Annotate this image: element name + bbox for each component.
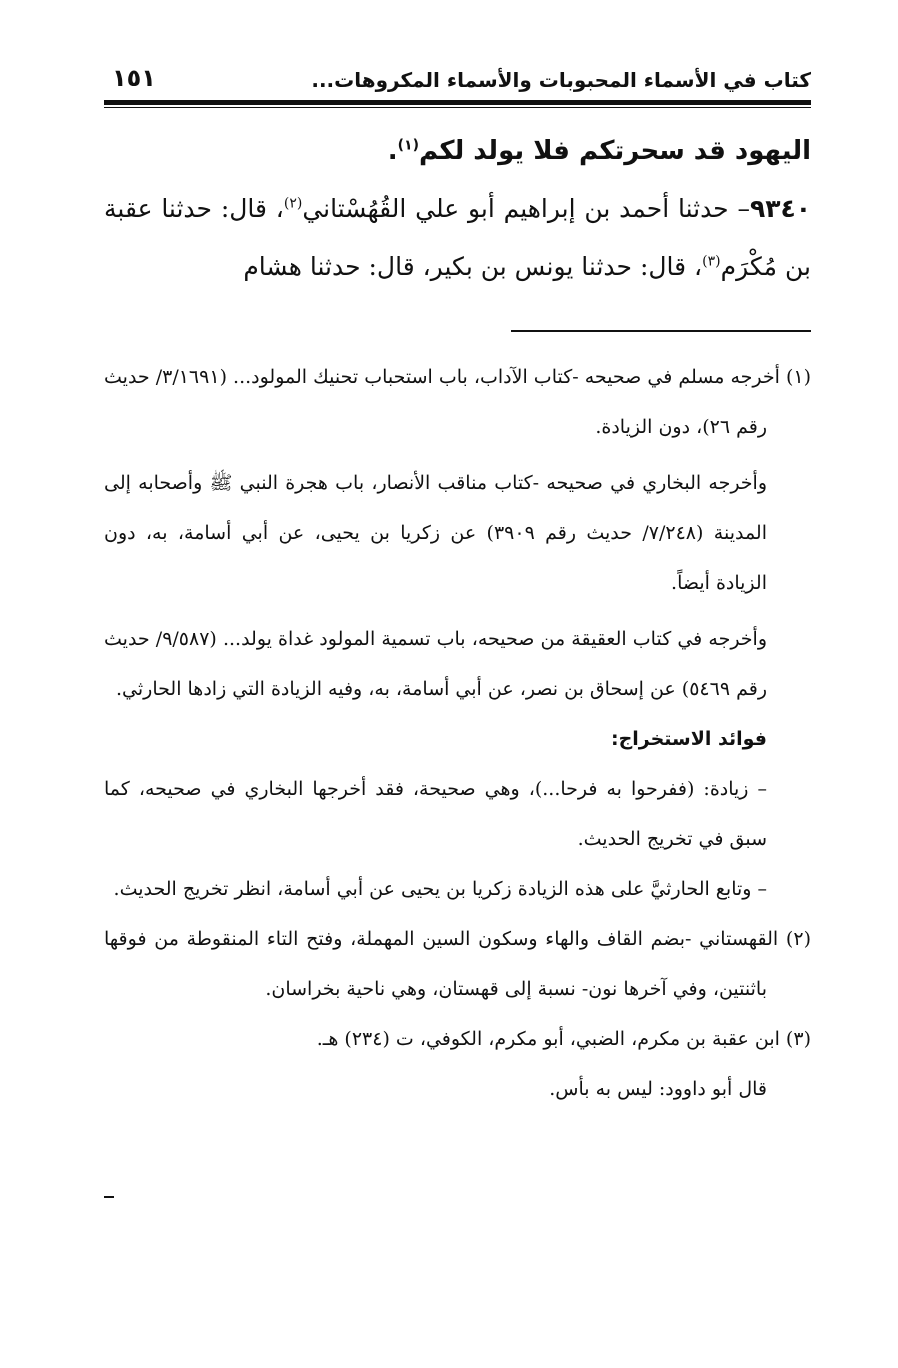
hadith-paragraph [104,180,811,296]
footnotes [104,352,811,1114]
footnote-ref-3: (٣) [702,253,721,270]
hadith-number: ٩٣٤٠ [749,194,811,223]
hadith-text-2: ، قال: حدثنا عقبة بن مُكْرَم [104,194,811,281]
footnote-separator [511,330,811,332]
page-end-mark [104,1196,114,1198]
footnote-ref-1: (١) [397,137,419,154]
header-rule-thin [104,107,811,108]
hadith-text-3: ، قال: حدثنا يونس بن بكير، قال: حدثنا هشام [243,252,703,281]
footnote-3-paragraph-2: قال أبو داوود: ليس به بأس. [549,1078,767,1100]
footnote-1: (١) أخرجه مسلم في صحيحه -كتاب الآداب، باب استحباب تحنيك المولود... (٣/١٦٩١/ حديث رقم ٢٦)، دون الزيادة. [104,366,811,438]
main-line-1-end: . [387,136,398,166]
footnote-1-paragraph-2: وأخرجه البخاري في صحيحه -كتاب مناقب الأنصار، باب هجرة النبي ﷺ وأصحابه إلى المدينة (٧/٢٤٨/ حديث رقم ٣٩٠٩) عن زكريا بن يحيى، عن أبي أسامة، به، دون الزيادة أيضاً. [104,472,768,594]
main-line-1-text: اليهود قد سحرتكم فلا يولد لكم [418,136,811,166]
footnote-1-paragraph-3: وأخرجه في كتاب العقيقة من صحيحه، باب تسمية المولود غداة يولد... (٩/٥٨٧/ حديث رقم ٥٤٦٩) عن إسحاق بن نصر، عن أبي أسامة، به، وفيه الزيادة التي زادها الحارثي. [104,628,768,700]
main-line-1 [104,122,811,180]
footnote-1-bullet-1: – زيادة: (ففرحوا به فرحا...)، وهي صحيحة، فقد أخرجها البخاري في صحيحه، كما سبق في تخريج الحديث. [104,778,767,850]
footnote-1-bullet-2: – وتابع الحارثيَّ على هذه الزيادة زكريا بن يحيى عن أبي أسامة، انظر تخريج الحديث. [113,878,767,900]
footnote-3: (٣) ابن عقبة بن مكرم، الضبي، أبو مكرم، الكوفي، ت (٢٣٤) هـ. [316,1028,811,1050]
hadith-text-1: – حدثنا أحمد بن إبراهيم أبو علي القُهُسْتاني [302,194,750,223]
page-header [104,66,811,100]
footnote-ref-2: (٢) [283,195,303,212]
main-text [104,122,811,296]
footnote-heading: فوائد الاستخراج: [610,728,767,750]
footnote-2: (٢) القهستاني -بضم القاف والهاء وسكون السين المهملة، وفتح التاء المنقوطة من فوقها باثنتين، وفي آخرها نون- نسبة إلى قهستان، وهي ناحية بخراسان. [104,928,811,1000]
page-number: ١٥١ [112,64,156,92]
running-title: كتاب في الأسماء المحبوبات والأسماء المكروهات... [311,68,811,92]
header-rule [104,100,811,105]
